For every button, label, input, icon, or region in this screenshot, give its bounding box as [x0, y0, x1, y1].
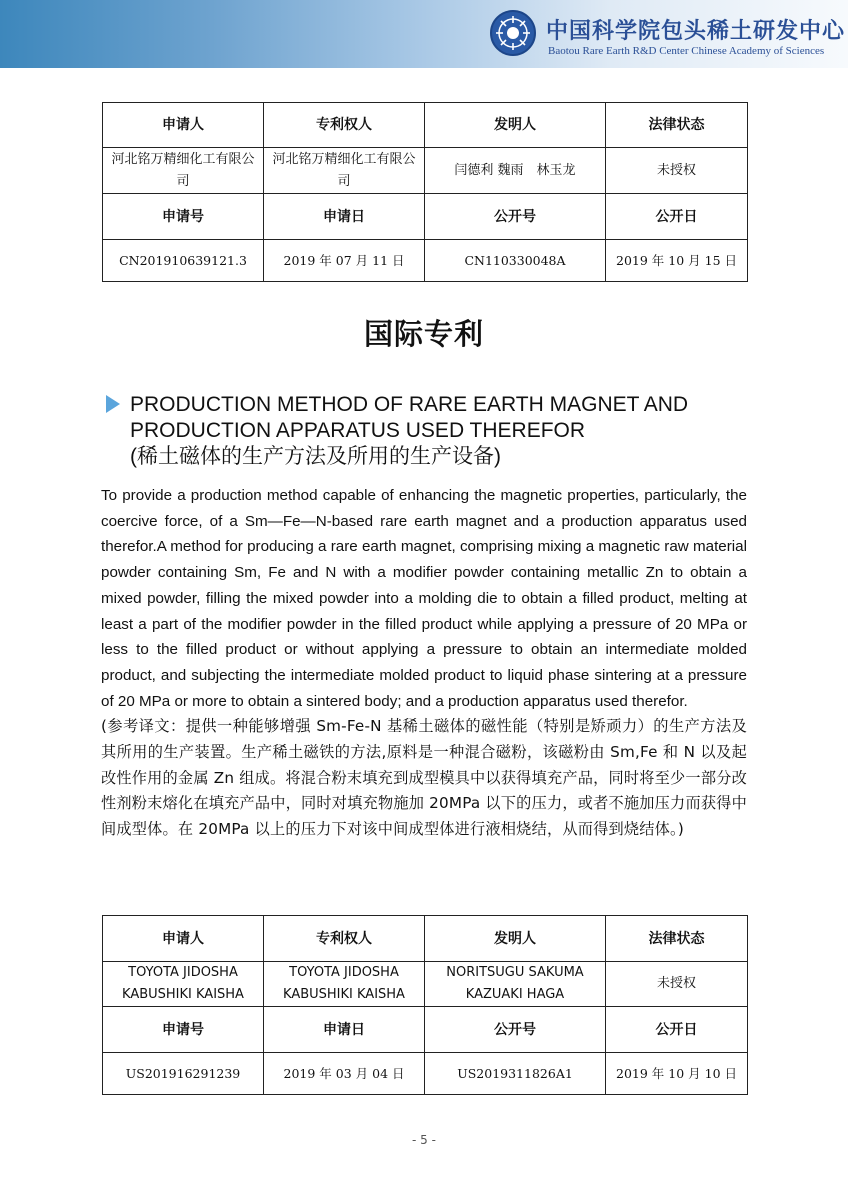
table-header-row: [103, 1007, 748, 1053]
cas-logo-icon: [490, 10, 536, 56]
header-applicant: 申请人: [103, 103, 264, 148]
table-row: [103, 240, 748, 282]
publication-number-value: CN110330048A: [425, 240, 606, 282]
patent-title: [130, 392, 760, 470]
header-applicant: 申请人: [103, 916, 264, 962]
header-inventor: 发明人: [425, 103, 606, 148]
page-number: - 5 -: [412, 1133, 436, 1147]
header-inventor: 发明人: [425, 916, 606, 962]
table-header-row: [103, 916, 748, 962]
header-application-date: 申请日: [264, 1007, 425, 1053]
patent-abstract: [101, 483, 747, 843]
patent-info-table-1: [102, 102, 748, 282]
table-header-row: [103, 194, 748, 240]
patentee-value: 河北铭万精细化工有限公司: [264, 148, 425, 194]
triangle-bullet-icon: [106, 395, 120, 413]
application-number-value: US201916291239: [103, 1053, 264, 1095]
applicant-value: 河北铭万精细化工有限公司: [103, 148, 264, 194]
table-row: [103, 148, 748, 194]
application-date-value: 2019 年 03 月 04 日: [264, 1053, 425, 1095]
table-row: [103, 962, 748, 1007]
header-patentee: 专利权人: [264, 916, 425, 962]
table-row: [103, 1053, 748, 1095]
header-application-number: 申请号: [103, 1007, 264, 1053]
org-name-chinese: 中国科学院包头稀土研发中心: [546, 18, 846, 44]
header-application-date: 申请日: [264, 194, 425, 240]
header-publication-number: 公开号: [425, 1007, 606, 1053]
legal-status-value: 未授权: [606, 962, 748, 1007]
patent-info-table-2: [102, 915, 748, 1095]
abstract-english: To provide a production method capable of enhancing the magnetic properties, particularly, the coercive force, of a Sm—Fe—N-based rare earth magnet and a production apparatus used therefor.A method for producing a rare earth magnet, comprising mixing a magnetic raw material powder containing Sm, Fe and N with a modifier powder containing metallic Zn to obtain a mixed powder, filling the mixed powder into a molding die to obtain a filled product, melting at least a part of the modifier powder in the filled product while applying a pressure of 20 MPa or less to the filled product or without applying a pressure to obtain an intermediate molded product, and subjecting the intermediate molded product to liquid phase sintering at a pressure of 20 MPa or more to obtain a sintered body; and a production apparatus used therefor.: [101, 487, 747, 710]
header-publication-date: 公开日: [606, 194, 748, 240]
table-header-row: [103, 103, 748, 148]
org-name-english: Baotou Rare Earth R&D Center Chinese Academy of Sciences: [548, 45, 825, 57]
applicant-value: TOYOTA JIDOSHA KABUSHIKI KAISHA: [103, 962, 264, 1007]
page-header: [0, 0, 848, 68]
header-patentee: 专利权人: [264, 103, 425, 148]
application-date-value: 2019 年 07 月 11 日: [264, 240, 425, 282]
publication-date-value: 2019 年 10 月 15 日: [606, 240, 748, 282]
header-application-number: 申请号: [103, 194, 264, 240]
header-publication-number: 公开号: [425, 194, 606, 240]
header-publication-date: 公开日: [606, 1007, 748, 1053]
abstract-chinese-translation: (参考译文：提供一种能够增强 Sm-Fe-N 基稀土磁体的磁性能（特别是矫顽力）的生产方法及其所用的生产装置。生产稀土磁铁的方法,原料是一种混合磁粉，该磁粉由 Sm,Fe 和 N 以及起改性作用的金属 Zn 组成。将混合粉末填充到成型模具中以获得填充产品，同时将至少一部分改性剂粉末熔化在填充产品中，同时对填充物施加 20MPa 以下的压力，或者不施加压力而获得中间成型体。在 20MPa 以上的压力下对该中间成型体进行液相烧结，从而得到烧结体。): [101, 717, 747, 839]
section-title: 国际专利: [363, 317, 484, 351]
patentee-value: TOYOTA JIDOSHA KABUSHIKI KAISHA: [264, 962, 425, 1007]
publication-date-value: 2019 年 10 月 10 日: [606, 1053, 748, 1095]
patent-title-english: PRODUCTION METHOD OF RARE EARTH MAGNET AND PRODUCTION APPARATUS USED THEREFOR: [130, 393, 689, 442]
patent-title-chinese: (稀土磁体的生产方法及所用的生产设备): [130, 445, 501, 468]
publication-number-value: US2019311826A1: [425, 1053, 606, 1095]
inventor-value: 闫德利 魏雨 林玉龙: [425, 148, 606, 194]
header-legal-status: 法律状态: [606, 916, 748, 962]
legal-status-value: 未授权: [606, 148, 748, 194]
application-number-value: CN201910639121.3: [103, 240, 264, 282]
inventor-value: NORITSUGU SAKUMA KAZUAKI HAGA: [425, 962, 606, 1007]
header-legal-status: 法律状态: [606, 103, 748, 148]
